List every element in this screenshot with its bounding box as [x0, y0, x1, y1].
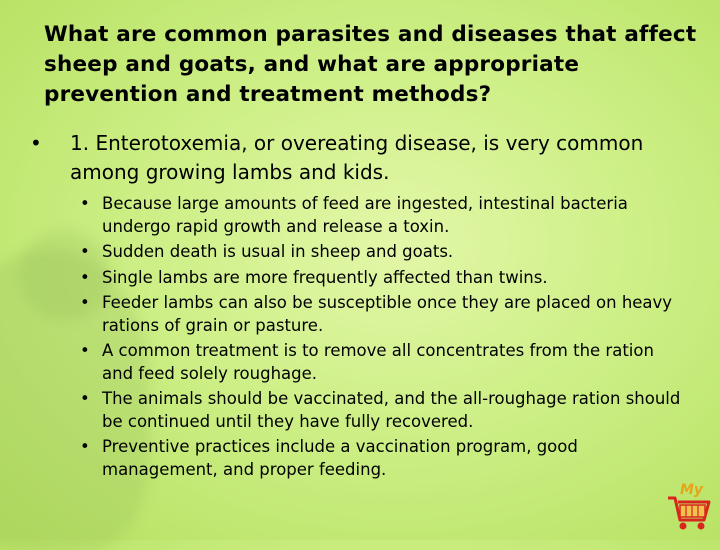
- list-item-text: Feeder lambs can also be susceptible once they are placed on heavy rations of grain or pasture.: [102, 293, 673, 335]
- list-item-text: Preventive practices include a vaccination program, good management, and proper feeding.: [102, 437, 578, 479]
- list-item: [80, 436, 690, 481]
- list-item-text: A common treatment is to remove all concentrates from the ration and feed solely roughage.: [102, 341, 654, 383]
- list-item: [80, 241, 690, 264]
- list-item-text: Sudden death is usual in sheep and goats.: [102, 242, 454, 261]
- bullet-icon: •: [80, 293, 90, 312]
- list-item: [80, 340, 690, 385]
- main-point-text: 1. Enterotoxemia, or overeating disease, is very common among growing lambs and kids.: [70, 131, 644, 184]
- bullet-icon: •: [30, 131, 42, 155]
- list-item-text: Because large amounts of feed are ingested, intestinal bacteria undergo rapid growth and release a toxin.: [102, 194, 628, 236]
- bullet-icon: •: [80, 242, 90, 261]
- bullet-icon: •: [80, 341, 90, 360]
- list-item-text: Single lambs are more frequently affected than twins.: [102, 267, 548, 287]
- shopping-cart-logo-icon: [666, 478, 712, 534]
- main-bullet-point: [30, 129, 670, 187]
- bullet-icon: •: [80, 194, 90, 213]
- sub-bullet-list: [80, 193, 690, 484]
- bullet-icon: •: [80, 437, 90, 456]
- slide-title: What are common parasites and diseases that affect sheep and goats, and what are appropriate prevention and treatment methods?: [44, 22, 697, 107]
- bullet-icon: •: [80, 267, 90, 287]
- list-item: [80, 292, 690, 337]
- list-item-text: The animals should be vaccinated, and the all-roughage ration should be continued until they have fully recovered.: [102, 389, 681, 431]
- logo-text: My: [680, 482, 704, 498]
- list-item: [80, 388, 690, 433]
- bullet-icon: •: [80, 389, 90, 408]
- list-item: [80, 267, 690, 290]
- list-item: [80, 193, 690, 238]
